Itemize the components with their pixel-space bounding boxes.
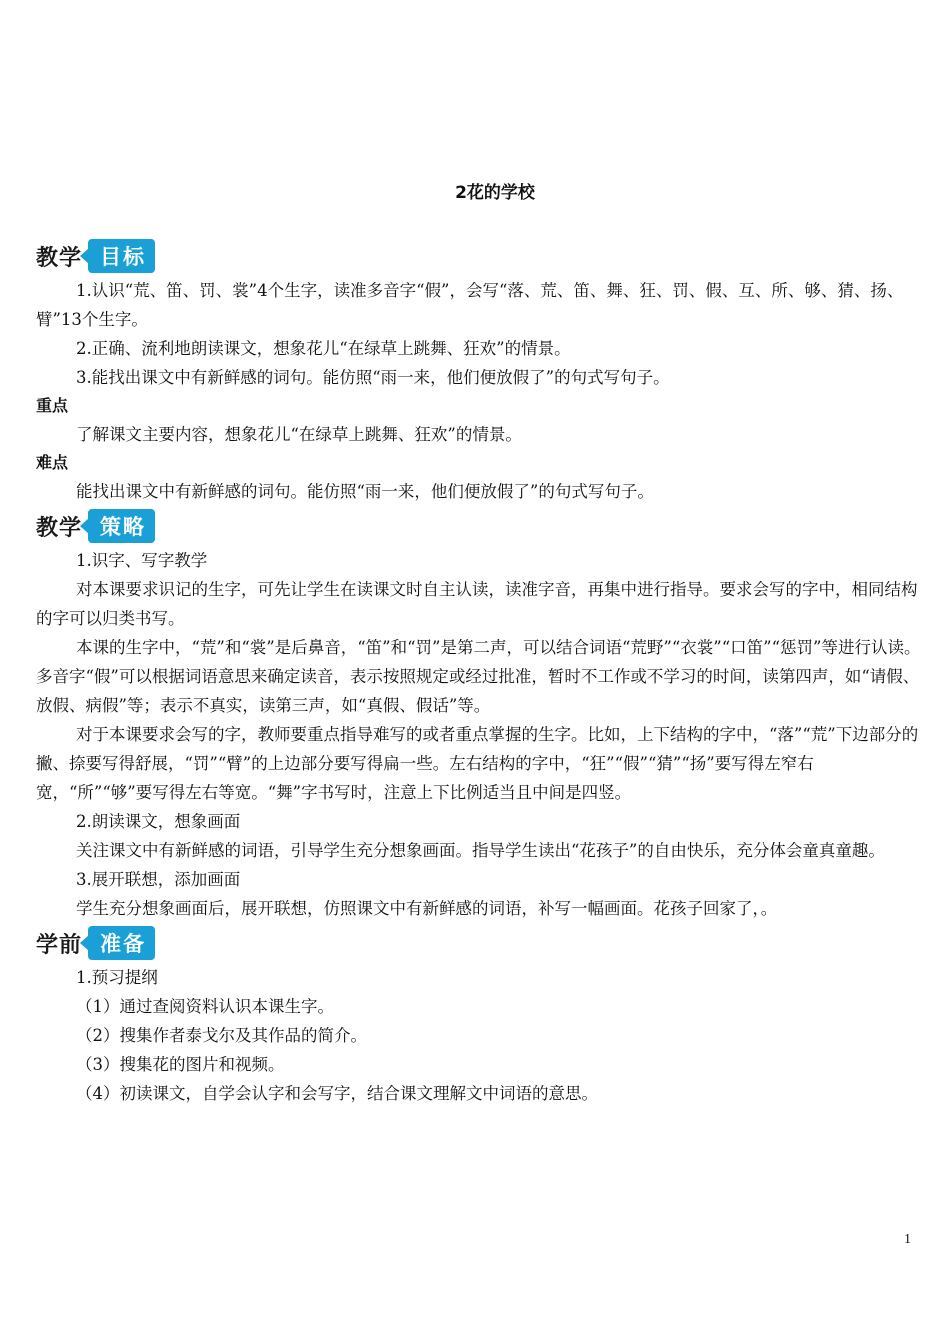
- section-header-strategy: [36, 508, 926, 544]
- difficulty-label: 难点: [36, 453, 69, 472]
- key-point-text: 了解课文主要内容，想象花儿“在绿草上跳舞、狂欢”的情景。: [76, 425, 522, 444]
- strategy-paragraph: 关注课文中有新鲜感的词语，引导学生充分想象画面。指导学生读出“花孩子”的自由快乐，充分体会童真童趣。: [76, 841, 885, 860]
- strategy-heading: 3.展开联想，添加画面: [76, 870, 241, 889]
- section-header-prefix: 学前: [36, 932, 83, 958]
- goal-item: 2.正确、流利地朗读课文，想象花儿“在绿草上跳舞、狂欢”的情景。: [76, 339, 571, 358]
- page-title: 2花的学校: [455, 183, 535, 203]
- strategy-heading: 2.朗读课文，想象画面: [76, 812, 241, 831]
- section-header-goals: [36, 238, 926, 274]
- key-point-label: 重点: [36, 396, 69, 415]
- difficulty-text: 能找出课文中有新鲜感的词句。能仿照“雨一来，他们便放假了”的句式写句子。: [76, 482, 654, 501]
- goal-item: 3.能找出课文中有新鲜感的词句。能仿照“雨一来，他们便放假了”的句式写句子。: [76, 368, 670, 387]
- prep-item: （1）通过查阅资料认识本课生字。: [76, 997, 334, 1016]
- section-header-badge: 目标: [88, 239, 155, 273]
- strategy-paragraph: 对本课要求识记的生字，可先让学生在读课文时自主认读，读准字音，再集中进行指导。要求会写的字中，相同结构的字可以归类书写。: [36, 580, 918, 628]
- page-number: 1: [904, 1232, 911, 1247]
- document-body: [36, 236, 926, 1108]
- strategy-paragraph: 对于本课要求会写的字，教师要重点指导难写的或者重点掌握的生字。比如，上下结构的字中，“落”“荒”下边部分的撇、捺要写得舒展，“罚”“臂”的上边部分要写得扁一些。左右结构的字中，“狂”“假”“猜”“扬”要写得左窄右宽，“所”“够”要写得左右等宽。“舞”字书写时，注意上下比例适当且中间是四竖。: [36, 725, 919, 802]
- section-header-badge: 策略: [88, 509, 155, 543]
- section-header-prep: [36, 925, 926, 961]
- prep-item: （4）初读课文，自学会认字和会写字，结合课文理解文中词语的意思。: [76, 1084, 598, 1103]
- goal-item: 1.认识“荒、笛、罚、裳”4个生字，读准多音字“假”，会写“落、荒、笛、舞、狂、罚、假、互、所、够、猜、扬、臂”13个生字。: [36, 281, 904, 329]
- section-header-prefix: 教学: [36, 515, 83, 541]
- strategy-paragraph: 本课的生字中，“荒”和“裳”是后鼻音，“笛”和“罚”是第二声，可以结合词语“荒野”“衣裳”“口笛”“惩罚”等进行认读。多音字“假”可以根据词语意思来确定读音，表示按照规定或经过批准，暂时不工作或不学习的时间，读第四声，如“请假、放假、病假”等；表示不真实，读第三声，如“真假、假话”等。: [36, 638, 921, 715]
- section-header-prefix: 教学: [36, 245, 83, 271]
- prep-heading: 1.预习提纲: [76, 968, 158, 987]
- strategy-paragraph: 学生充分想象画面后，展开联想，仿照课文中有新鲜感的词语，补写一幅画面。花孩子回家了，。: [76, 899, 778, 918]
- prep-item: （3）搜集花的图片和视频。: [76, 1055, 285, 1074]
- prep-item: （2）搜集作者泰戈尔及其作品的简介。: [76, 1026, 367, 1045]
- section-header-badge: 准备: [88, 926, 155, 960]
- strategy-heading: 1.识字、写字教学: [76, 551, 208, 570]
